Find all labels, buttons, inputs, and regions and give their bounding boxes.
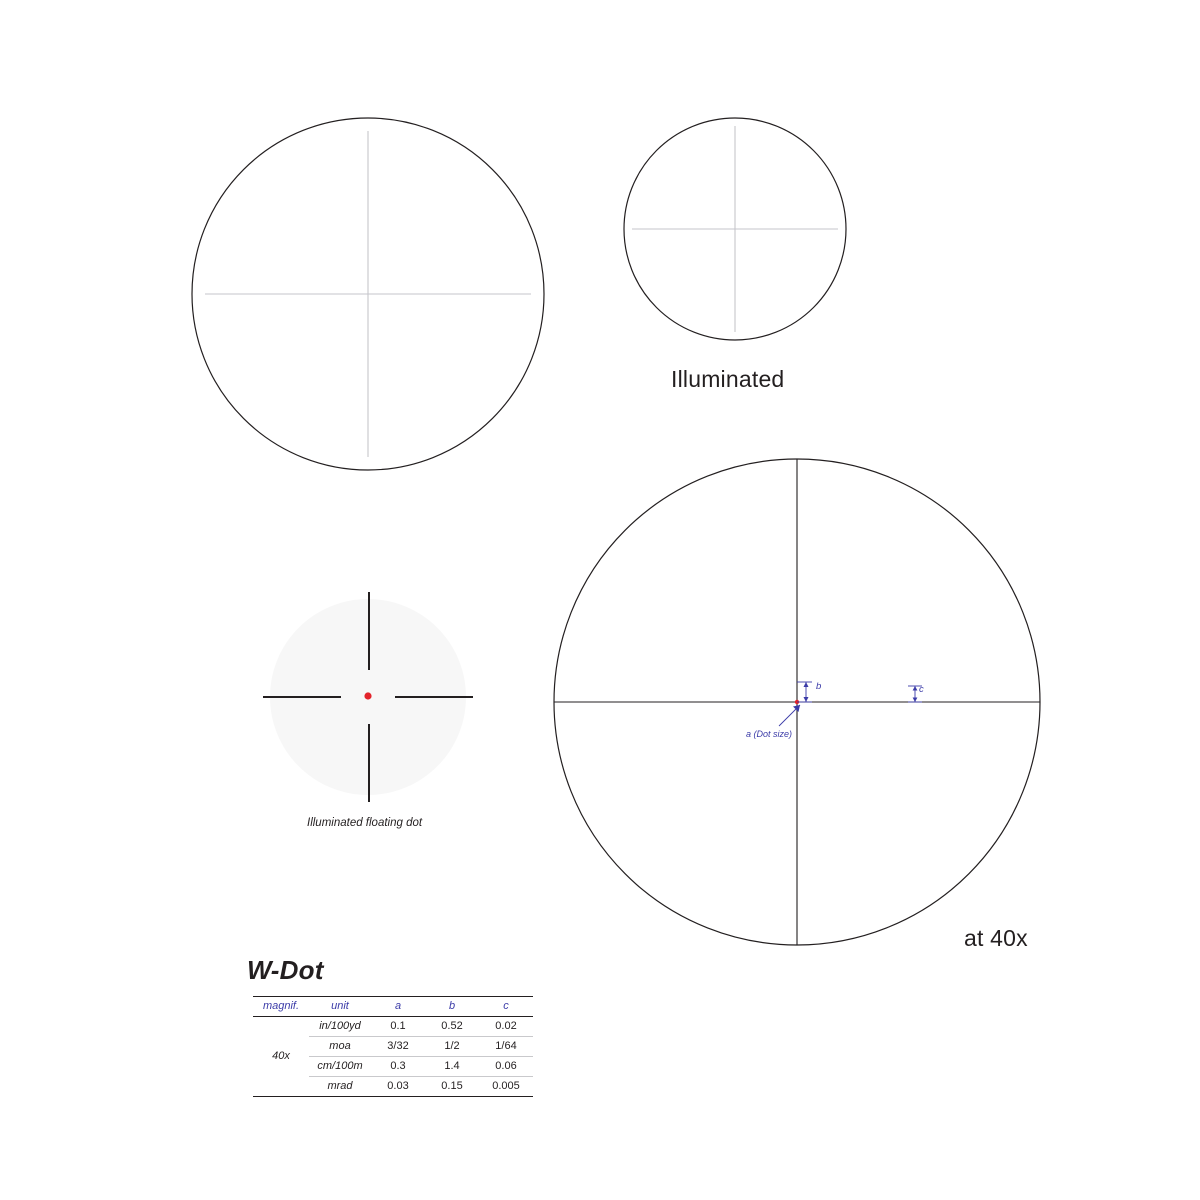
reticle-title: W-Dot: [247, 955, 324, 985]
cell-unit: cm/100m: [317, 1060, 363, 1072]
cell-c: 0.02: [495, 1020, 517, 1032]
cell-unit: mrad: [327, 1080, 353, 1092]
table-header: [253, 997, 533, 1017]
cell-unit: moa: [329, 1040, 351, 1052]
table-header-row: [253, 997, 533, 1017]
reticle-illuminated-view: [624, 118, 846, 340]
callout-b-label: b: [816, 681, 822, 692]
cell-a: 0.03: [387, 1080, 409, 1092]
reticle-floating-dot-view: [263, 592, 473, 802]
cell-c: 0.06: [495, 1060, 517, 1072]
cell-b: 0.52: [441, 1020, 463, 1032]
reticle-40x-view: [554, 459, 1040, 945]
center-dot: [364, 692, 371, 699]
cell-magnification: 40x: [272, 1050, 290, 1062]
illuminated-label: Illuminated: [671, 366, 785, 392]
cell-a: 0.3: [390, 1060, 406, 1072]
reticle-standard-view: [192, 118, 544, 470]
specification-table: [253, 996, 533, 1097]
at-40x-label: at 40x: [964, 925, 1028, 951]
cell-a: 3/32: [387, 1040, 409, 1052]
table-row: [253, 1017, 533, 1037]
callout-a-label: a (Dot size): [746, 729, 793, 739]
header-unit: unit: [331, 1000, 349, 1012]
header-magnif: magnif.: [262, 1000, 300, 1012]
cell-b: 0.15: [441, 1080, 463, 1092]
illuminated-floating-dot-label: Illuminated floating dot: [307, 817, 423, 829]
cell-b: 1.4: [444, 1060, 460, 1072]
callout-c-label: c: [919, 684, 924, 695]
cell-unit: in/100yd: [319, 1020, 361, 1032]
cell-a: 0.1: [390, 1020, 406, 1032]
cell-c: 0.005: [492, 1080, 520, 1092]
header-c: c: [503, 1000, 509, 1012]
cell-b: 1/2: [444, 1040, 460, 1052]
header-a: a: [394, 1000, 402, 1012]
header-b: b: [448, 1000, 456, 1012]
table-body: [253, 1017, 533, 1097]
cell-c: 1/64: [495, 1040, 517, 1052]
